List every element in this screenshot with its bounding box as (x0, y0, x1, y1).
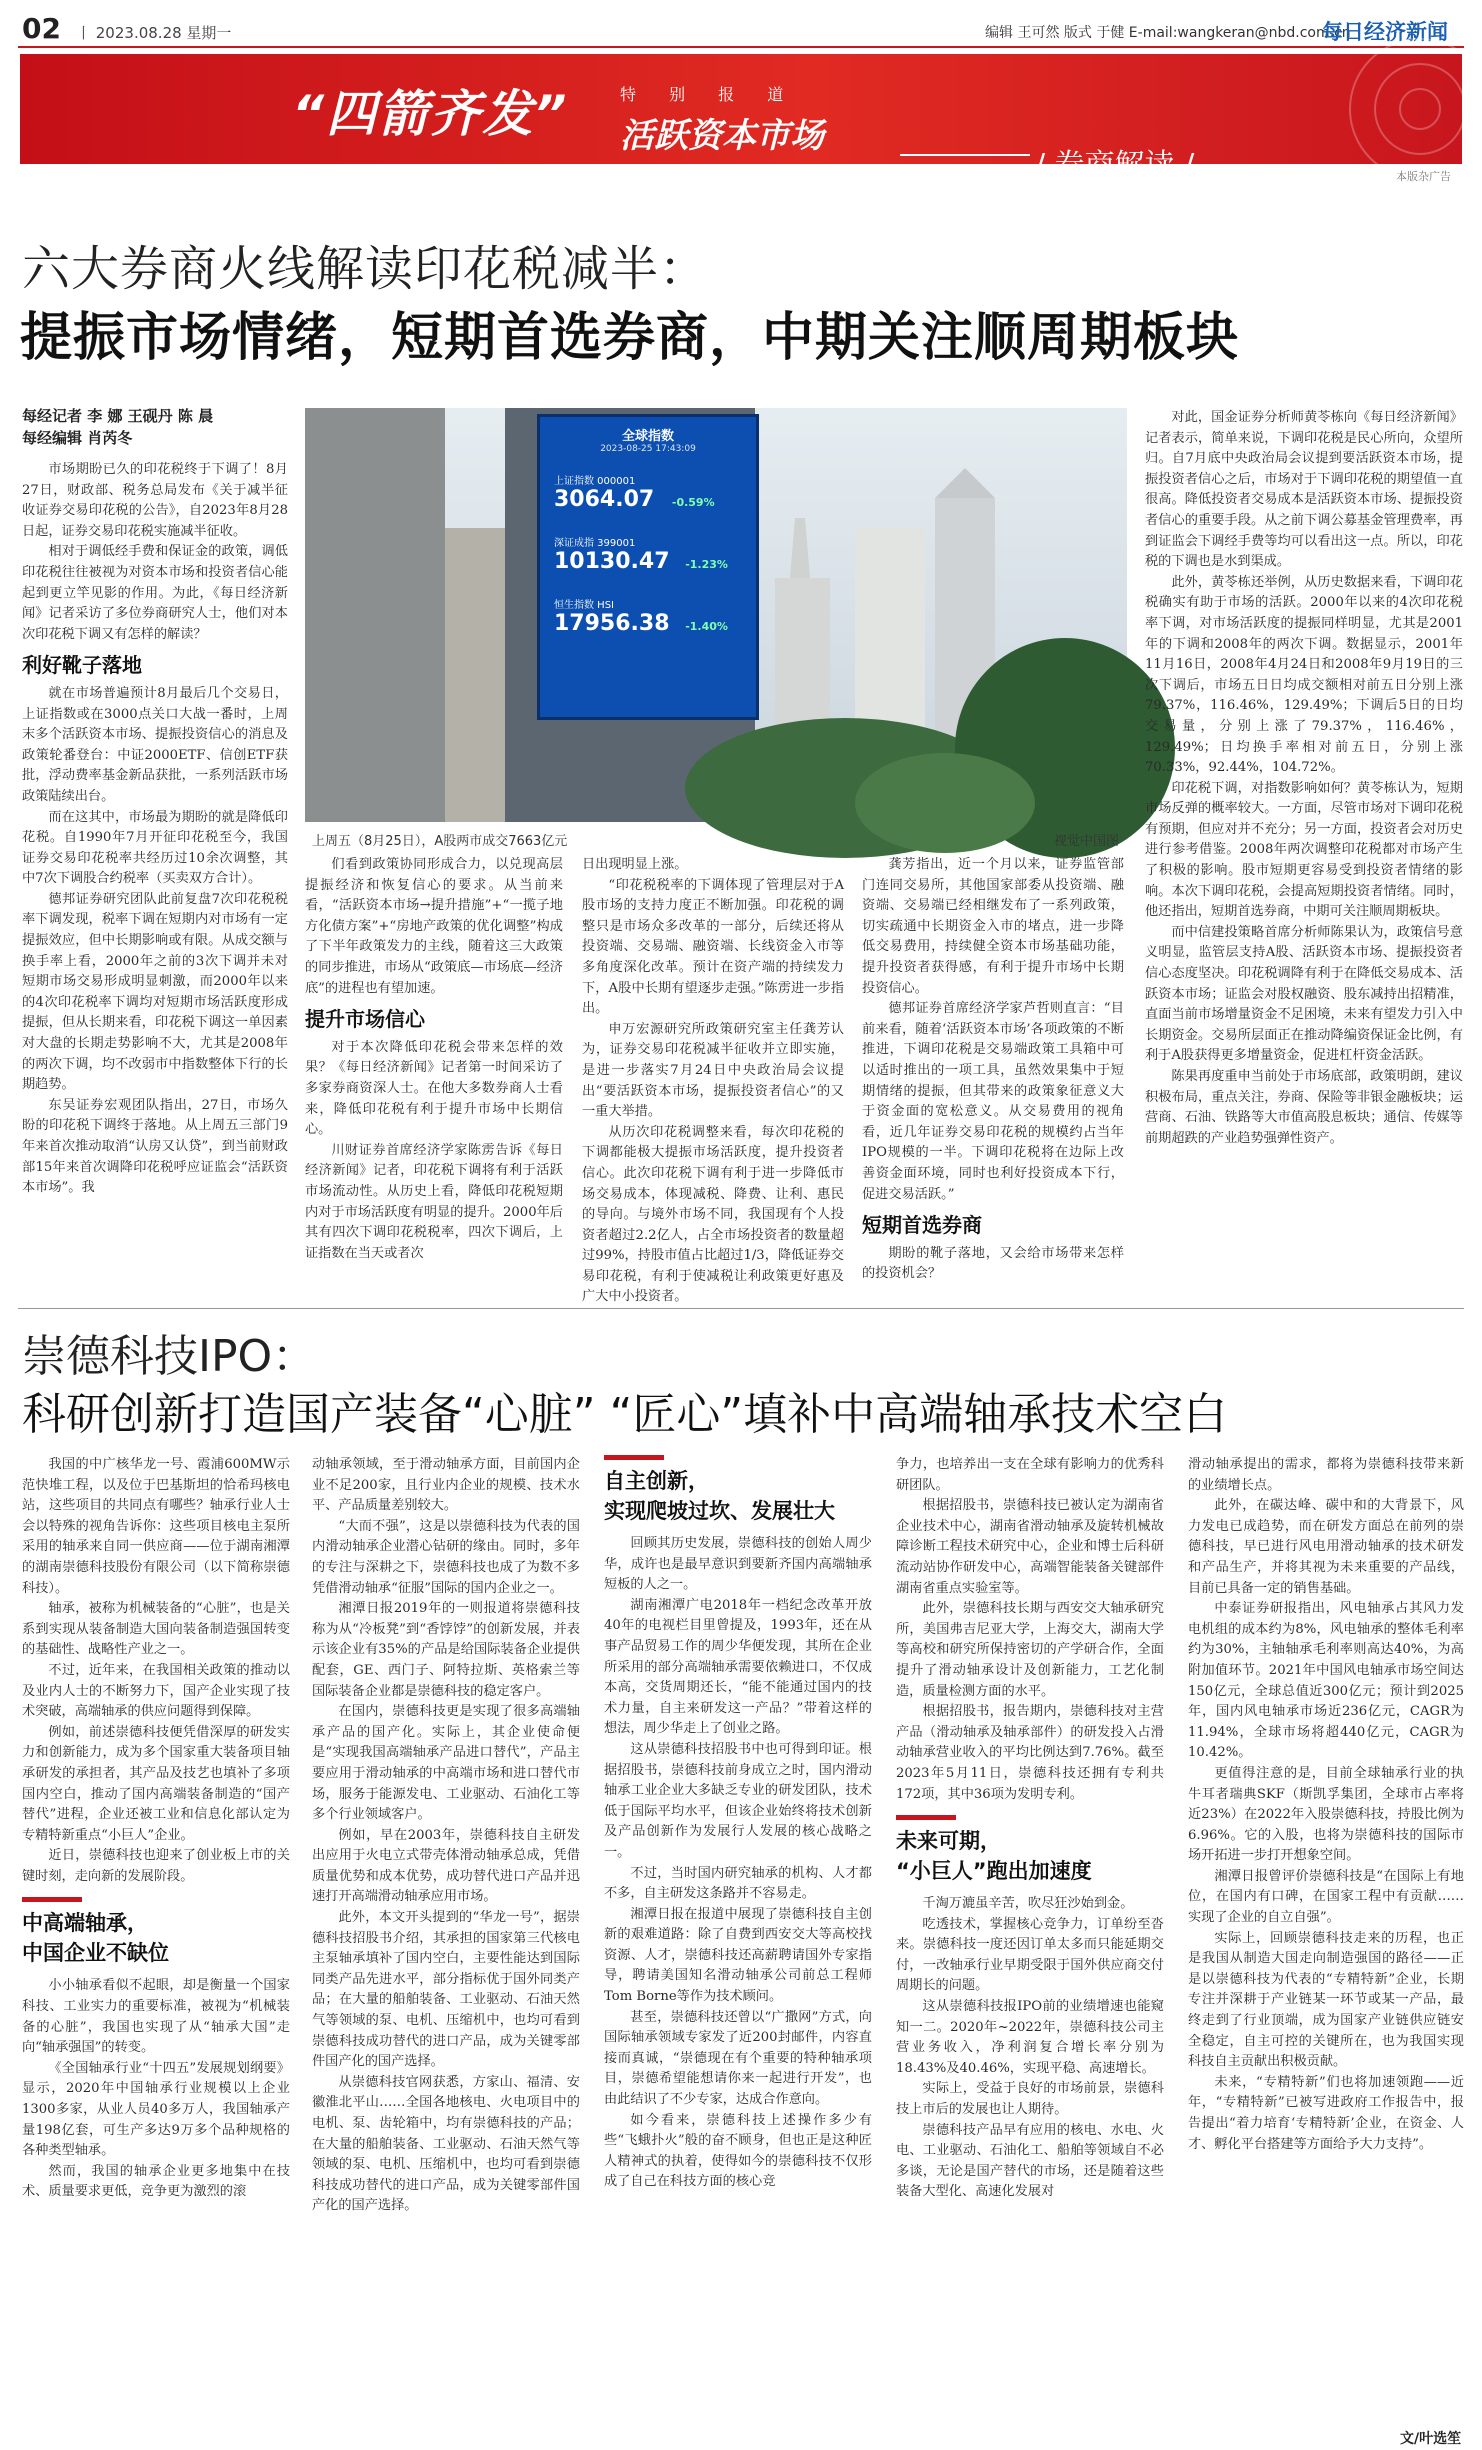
paragraph: 期盼的靴子落地，又会给市场带来怎样的投资机会？ (862, 1245, 1124, 1282)
paragraph: 们看到政策协同形成合力，以兑现高层提振经济和恢复信心的要求。从当前来看，“活跃资本市场→提升措施”+“一揽子地方化债方案”+“房地产政策的优化调整”构成了下半年政策发力的主线，随着这三大政策的同步推进，市场从“政策底—市场底—经济底”的进程也有望加速。 (305, 857, 563, 996)
paragraph: 崇德科技产品早有应用的核电、水电、火电、工业驱动、石油化工、船舶等领域自不必多谈，无论是国产替代的市场，还是随着这些装备大型化、高速化发展对 (896, 2122, 1164, 2200)
ad-note: 本版杂广告 (1396, 170, 1451, 183)
paragraph: 更值得注意的是，目前全球轴承行业的执牛耳者瑞典SKF（斯凯孚集团，全球市占率将近23%）在2022年入股崇德科技，持股比例为6.96%。它的入股，也将为崇德科技的国际市场开拓进一步打开想象空间。 (1188, 1765, 1464, 1864)
paragraph: 我国的中广核华龙一号、霞浦600MW示范快堆工程，以及位于巴基斯坦的恰希玛核电站，这些项目的共同点有哪些？轴承行业人士会以特殊的视角告诉你：这些项目核电主泵所采用的轴承来自同一供应商——位于湖南湘潭的湖南崇德科技股份有限公司（以下简称崇德科技）。 (22, 1457, 290, 1596)
shanghai-skyline-photo (305, 408, 1127, 822)
paragraph: 此外，黄苓栋还举例，从历史数据来看，下调印花税确实有助于市场的活跃。2000年以来的4次印花税率下调，对市场活跃度的提振同样明显，尤其是2001年的下调和2008年的两次下调。数据显示，2001年11月16日，2008年4月24日和2008年9月19日的三次下调后，市场五日日均成交额相对前五日分别上涨79.37%，116.46%，129.49%；下调后5日的日均交易量，分别上涨了79.37%，116.46%，129.49%；日均换手率相对前五日，分别上涨70.33%，92.44%，104.72%。 (1145, 574, 1463, 776)
index-value (554, 611, 756, 636)
story1-column-1 (22, 460, 288, 1302)
story2-subhead-3: 未来可期， “小巨人”跑出加速度 (896, 1829, 1092, 1884)
index-change: -1.23% (685, 558, 728, 571)
story1-column-5 (1145, 408, 1463, 1302)
story1-column-3 (582, 855, 844, 1305)
paragraph: 小小轴承看似不起眼，却是衡量一个国家科技、工业实力的重要标准，被视为“机械装备的心脏”，我国也实现了从“轴承大国”走向“轴承强国”的转变。 (22, 1978, 290, 2056)
index-value (554, 487, 756, 512)
paragraph: 如今看来，崇德科技上述操作多少有些“飞蛾扑火”般的奋不顾身，但也正是这种匠人精神式的执着，使得如今的崇德科技不仅形成了自己在科技方面的核心竞 (604, 2112, 872, 2190)
banner-main-title: “四箭齐发” (292, 85, 569, 143)
paragraph: 回顾其历史发展，崇德科技的创始人周少华，成许也是最早意识到要新齐国内高端轴承短板的人之一。 (604, 1536, 872, 1593)
story1-column-4 (862, 855, 1124, 1302)
paragraph: 市场期盼已久的印花税终于下调了！8月27日，财政部、税务总局发布《关于减半征收证券交易印花税的公告》，自2023年8月28日起，证券交易印花税实施减半征收。 (22, 462, 288, 539)
paragraph: 德邦证券首席经济学家芦哲则直言：“目前来看，随着‘活跃资本市场’各项政策的不断推进，下调印花税是交易端政策工具箱中可以适时推出的一项工具，虽然效果集中于短期情绪的提振，但其带来的政策象征意义大于资金面的宽松意义。从交易费用的视角看，近几年证券交易印花税的规模约占当年IPO规模的一半。下调印花税将在边际上改善资金面环境，同时也利好投资成本下行，促进交易活跃。” (862, 1001, 1124, 1202)
index-value-number: 3064.07 (554, 487, 655, 512)
story2-column-1 (22, 1455, 290, 2445)
paragraph: 龚芳指出，近一个月以来，证券监管部门连同交易所，其他国家部委从投资端、融资端、交易端已经相继发布了一系列政策，切实疏通中长期资金入市的堵点，进一步降低交易费用，持续健全资本市场基础功能，提升投资者获得感，有利于提升市场中长期投资信心。 (862, 857, 1124, 996)
index-change: -0.59% (671, 496, 715, 509)
paragraph: 就在市场普遍预计8月最后几个交易日，上证指数或在3000点关口大战一番时，上周末多个活跃资本市场、提振投资信心的消息及政策轮番登台：中证2000ETF、信创ETF获批，浮动费率基金新品获批，一系列活跃市场政策陆续出台。 (22, 685, 288, 804)
paragraph: 湘潭日报曾评价崇德科技是“在国际上有地位，在国内有口碑，在国家工程中有贡献……实现了企业的自立自强”。 (1188, 1868, 1464, 1926)
story1-subhead-1: 利好靴子落地 (22, 653, 142, 678)
paragraph: 川财证券首席经济学家陈雳告诉《每日经济新闻》记者，印花税下调将有利于活跃市场流动性。从历史上看，降低印花税短期内对于市场活跃度有明显的提升。2000年后其有四次下调印花税税率，四次下调后，上证指数在当天或者次 (305, 1142, 563, 1261)
banner-subtitle: 活跃资本市场 (620, 116, 824, 156)
paragraph: 近日，崇德科技也迎来了创业板上市的关键时刻，走向新的发展阶段。 (22, 1848, 290, 1884)
paragraph: 湘潭日报在报道中展现了崇德科技自主创新的艰难道路：除了自费到西安交大等高校找资源、人才，崇德科技还高薪聘请国外专家指导，聘请美国知名滑动轴承公司前总工程师Tom Borne等作为技术顾问。 (604, 1906, 872, 2005)
paragraph: 然而，我国的轴承企业更多地集中在技术、质量要求更低，竞争更为激烈的滚 (22, 2163, 290, 2200)
paragraph: 甚至，崇德科技还曾以“广撒网”方式，向国际轴承领域专家发了近200封邮件，内容直接而真诚，“崇德现在有个重要的特种轴承项目，崇德希望能想请你来一起进行开发”，也由此结识了不少专家，达成合作意向。 (604, 2009, 872, 2108)
story1-kicker: 六大券商火线解读印花税减半： (22, 241, 709, 297)
paragraph: 这从崇德科技招股书中也可得到印证。根据招股书，崇德科技前身成立之时，国内滑动轴承工业企业大多缺乏专业的研发团队，技术低于国际平均水平，但该企业始终将技术创新及产品创新作为发展行人发展的核心战略之一。 (604, 1741, 872, 1860)
banner-tagline: 特 别 报 道 (620, 85, 798, 104)
subhead-accent-bar (604, 1455, 664, 1460)
editor-line: 编辑 王可然 版式 于健 E-mail:wangkeran@nbd.com.cn (985, 25, 1351, 41)
paragraph: 例如，早在2003年，崇德科技自主研发出应用于火电立式带壳体滑动轴承总成，凭借质量优势和成本优势，成功替代进口产品并迅速打开高端滑动轴承应用市场。 (312, 1827, 580, 1905)
story1-headline: 提振市场情绪，短期首选券商，中期关注顺周期板块 (20, 308, 1240, 368)
banner-pattern-decoration (1220, 54, 1480, 164)
index-value-number: 10130.47 (554, 549, 670, 574)
paragraph: 从历次印花税调整来看，每次印花税的下调都能极大提振市场活跃度，提升投资者信心。此次印花税下调有利于进一步降低市场交易成本，体现减税、降费、让利、惠民的导向。与境外市场不同，我国现有个人投资者超过2.2亿人，占全市场投资者的数量超过99%，持股市值占比超过1/3，降低证券交易印花税，有利于使减税让利政策更好惠及广大中小投资者。 (582, 1124, 844, 1305)
paragraph: 从崇德科技官网获悉，方家山、福清、安徽淮北平山……全国各地核电、火电项目中的电机、泵、齿轮箱中，均有崇德科技的产品；在大量的船舶装备、工业驱动、石油天然气等领域的泵、电机、压缩机中，也均可看到崇德科技成功替代的进口产品，成为关键零部件国产化的国产选择。 (312, 2074, 580, 2214)
paragraph: 中泰证券研报指出，风电轴承占其风力发电机组的成本约为8%，风电轴承的整体毛利率约为30%，主轴轴承毛利率则高达40%，为高附加值环节。2021年中国风电轴承市场空间达150亿元，全球总值近300亿元；预计到2025年，国内风电轴承市场近236亿元，CAGR为11.94%，全球市场将超440亿元，CAGR为10.42%。 (1188, 1601, 1464, 1761)
paragraph: 湘潭日报2019年的一则报道将崇德科技称为从“冷板凳”到“香饽饽”的创新发展，并表示该企业有35%的产品是给国际装备企业提供配套，GE、西门子、阿特拉斯、英格索兰等国际装备企业都是崇德科技的稳定客户。 (312, 1601, 580, 1699)
subhead-accent-bar (896, 1815, 956, 1820)
paragraph: 未来，“专精特新”们也将加速领跑——近年，“专精特新”已被写进政府工作报告中，报告提出“着力培育‘专精特新’企业，在资金、人才、孵化平台搭建等方面给予大力支持”。 (1188, 2074, 1464, 2152)
paragraph: 不过，近年来，在我国相关政策的推动以及业内人士的不断努力下，国产企业实现了技术突破，高端轴承的供应问题得到保障。 (22, 1662, 290, 1720)
screen-date: 2023-08-25 17:43:09 (600, 444, 696, 454)
paragraph: 不过，当时国内研究轴承的机构、人才都不多，自主研发这条路并不容易走。 (604, 1865, 872, 1902)
paragraph: 实际上，回顾崇德科技走来的历程，也正是我国从制造大国走向制造强国的路径——正是以崇德科技为代表的“专精特新”企业，长期专注并深耕于产业链某一环节或某一产品，最终走到了行业顶端，成为国家产业链供应链安全稳定，自主可控的关键所在，也为我国实现科技自主贡献出积极贡献。 (1188, 1930, 1464, 2070)
story2-author-credit: 文/叶选笙 (1400, 2431, 1462, 2447)
story2-column-4 (896, 1455, 1164, 2445)
paragraph: 东吴证券宏观团队指出，27日，市场久盼的印花税下调终于落地。从上周五三部门9年来首次推动取消“认房又认贷”，到当前财政部15年来首次调降印花税呼应证监会“活跃资本市场”。我 (22, 1097, 288, 1196)
index-value-number: 17956.38 (554, 611, 670, 636)
paragraph: 例如，前述崇德科技便凭借深厚的研发实力和创新能力，成为多个国家重大装备项目轴承研发的承担者，其产品及技艺也填补了多项国内空白，推动了国内高端装备制造的“国产替代”进程，企业还被工业和信息化部认定为专精特新重点“小巨人”企业。 (22, 1724, 290, 1843)
editor-credit: 每经编辑 肖芮冬 (22, 429, 133, 447)
newspaper-brand: 每日经济新闻 (1322, 20, 1448, 44)
banner-section-label: / 券商解读 / (1035, 148, 1195, 183)
story1-subhead-2: 提升市场信心 (305, 1007, 425, 1032)
subhead-accent-bar (22, 1897, 82, 1902)
index-value (554, 549, 756, 574)
paragraph: 《全国轴承行业“十四五”发展规划纲要》显示，2020年中国轴承行业规模以上企业1300多家，从业人员40多万人，我国轴承产量198亿套，可生产多达9万多个品种规格的各种类型轴承。 (22, 2060, 290, 2159)
story2-headline: 科研创新打造国产装备“心脏” “匠心”填补中高端轴承技术空白 (22, 1389, 1228, 1440)
paragraph: 相对于调低经手费和保证金的政策，调低印花税往往被视为对资本市场和投资者信心能起到更立竿见影的作用。为此，《每日经济新闻》记者采访了多位券商研究人士，他们对本次印花税下调又有怎样的解读？ (22, 544, 288, 642)
paragraph: 对此，国金证券分析师黄苓栋向《每日经济新闻》记者表示，简单来说，下调印花税是民心所向，众望所归。自7月底中央政治局会议提到要活跃资本市场，提振投资者信心之后，市场对于下调印花税的期望值一直很高。降低投资者交易成本是活跃资本市场、提振投资者信心的重要手段。从之前下调公募基金管理费率，再到证监会下调经手费等均可以看出这一点。所以，印花税的下调也是水到渠成。 (1145, 410, 1463, 570)
story2-subhead-2: 自主创新， 实现爬坡过坎、发展壮大 (604, 1469, 835, 1523)
paragraph: 争力，也培养出一支在全球有影响力的优秀科研团队。 (896, 1457, 1164, 1493)
photo-credit: 视觉中国图 (1054, 834, 1120, 849)
paragraph: 陈果再度重申当前处于市场底部，政策明朗，建议积极布局，重点关注，券商、保险等非银金融板块；运营商、石油、铁路等大市值高股息板块；通信、传媒等前期超跌的产业趋势强弹性资产。 (1145, 1069, 1463, 1146)
story2-subhead-1: 中高端轴承， 中国企业不缺位 (22, 1911, 169, 1966)
screen-title: 全球指数 (621, 429, 674, 444)
paragraph: 此外，崇德科技长期与西安交大轴承研究所，美国弗吉尼亚大学，上海交大，湖南大学等高校和研究所保持密切的产学研合作，全面提升了滑动轴承设计及创新能力，工艺化制造，质量检测方面的水平。 (896, 1601, 1164, 1699)
story2-column-5 (1188, 1455, 1464, 2425)
index-name: 上证指数 000001 (554, 476, 636, 487)
story2-column-2 (312, 1455, 580, 2445)
paragraph: 日出现明显上涨。 (582, 857, 688, 872)
story1-subhead-3: 短期首选券商 (862, 1213, 982, 1238)
header-rule (18, 46, 1464, 48)
paragraph: 轴承，被称为机械装备的“心脏”，也是关系到实现从装备制造大国向装备制造强国转变的基础性、战略性产业之一。 (22, 1601, 290, 1658)
paragraph: “印花税税率的下调体现了管理层对于A股市场的支持力度正不断加强。印花税的调整只是市场众多改革的一部分，后续还将从投资端、交易端、融资端、长线资金入市等多角度深化改革。预计在资产端的持续发力下，A股中长期有望逐步走强。”陈雳进一步指出。 (582, 877, 844, 1017)
paragraph: 印花税下调，对指数影响如何？黄苓栋认为，短期市场反弹的概率较大。一方面，尽管市场对下调印花税有预期，但应对并不充分；另一方面，投资者会对历史进行参考借鉴。2008年两次调整印花税都对市场产生了积极的影响。股市短期更容易受到投资者情绪的影响。本次下调印花税，会提高短期投资者情绪。同时，他还指出，短期首选券商，中期可关注顺周期板块。 (1145, 780, 1463, 920)
photo-caption: 上周五（8月25日），A股两市成交7663亿元 (312, 834, 568, 849)
paragraph: 而在这其中，市场最为期盼的就是降低印花税。自1990年7月开征印花税至今，我国证券交易印花税率共经历过10余次调整，其中7次下调股合约税率（买卖双方合计）。 (22, 809, 288, 887)
page-number: 02 (22, 12, 61, 45)
banner-divider (900, 154, 1030, 156)
index-screen (537, 414, 759, 720)
story2-column-3 (604, 1455, 872, 2445)
paragraph: 这从崇德科技报IPO前的业绩增速也能窥知一二。2020年~2022年，崇德科技公司主营业务收入，净利润复合增长率分别为18.43%及40.46%，实现平稳、高速增长。 (896, 1999, 1164, 2076)
paragraph: 动轴承领域，至于滑动轴承方面，目前国内企业不足200家，且行业内企业的规模、技术水平、产品质量差别较大。 (312, 1457, 580, 1514)
story1-byline (22, 405, 292, 449)
paragraph: 滑动轴承提出的需求，都将为崇德科技带来新的业绩增长点。 (1188, 1457, 1464, 1493)
paragraph: 根据招股书，报告期内，崇德科技对主营产品（滑动轴承及轴承部件）的研发投入占滑动轴承营业收入的平均比例达到7.76%。截至2023年5月11日，崇德科技还拥有专利共172项，其中36项为发明专利。 (896, 1704, 1164, 1802)
index-name: 恒生指数 HSI (554, 600, 614, 611)
paragraph: 千淘万漉虽辛苦，吹尽狂沙始到金。 (922, 1896, 1134, 1912)
paragraph: 湖南湘潭广电2018年一档纪念改革开放40年的电视栏目里曾提及，1993年，还在从事产品贸易工作的周少华便发现，其所在企业所采用的部分高端轴承需要依赖进口，不仅成本高，交货周期还长，“能不能通过国内的技术力量，自主来研发这一产品？”带着这样的想法，周少华走上了创业之路。 (604, 1597, 872, 1737)
story-separator (18, 1308, 1464, 1309)
index-name: 深证成指 399001 (554, 538, 636, 549)
paragraph: 在国内，崇德科技更是实现了很多高端轴承产品的国产化。实际上，其企业使命便是“实现我国高端轴承产品进口替代”，产品主要应用于滑动轴承的中高端市场和进口替代市场，服务于能源发电、工业驱动、石油化工等多个行业领域客户。 (312, 1704, 580, 1823)
issue-date: 丨 2023.08.28 星期一 (76, 24, 232, 42)
paragraph: 申万宏源研究所政策研究室主任龚芳认为，证券交易印花税减半征收并立即实施，是进一步落实7月24日中央政治局会议提出“要活跃资本市场，提振投资者信心”的又一重大举措。 (582, 1021, 844, 1120)
paragraph: 吃透技术，掌握核心竞争力，订单纷至沓来。崇德科技一度还因订单太多而只能延期交付，一改轴承行业早期受限于国外供应商交付周期长的问题。 (896, 1916, 1164, 1994)
paragraph: 德邦证券研究团队此前复盘7次印花税税率下调发现，税率下调在短期内对市场有一定提振效应，但中长期影响或有限。从成交额与换手率上看，2000年之前的3次下调并未对短期市场交易形成明显刺激，而2000年以来的4次印花税率下调均对短期市场活跃度形成提振，但从长期来看，印花税下调这一单因素对大盘的长期走势影响不大，尤其是2008年的两次下调，均不改弱市中指数整体下行的长期趋势。 (22, 891, 288, 1093)
story1-column-2 (305, 855, 563, 1302)
paragraph: 此外，在碳达峰、碳中和的大背景下，风力发电已成趋势，而在研发方面总在前列的崇德科技，早已进行风电用滑动轴承的技术研发和产品生产，并将其视为未来重要的产品线，目前已具备一定的销售基础。 (1188, 1498, 1464, 1596)
paragraph: 实际上，受益于良好的市场前景，崇德科技上市后的发展也让人期待。 (896, 2081, 1164, 2118)
index-change: -1.40% (685, 620, 728, 633)
paragraph: 对于本次降低印花税会带来怎样的效果？《每日经济新闻》记者第一时间采访了多家券商资深人士。在他大多数券商人士看来，降低印花税有利于提升市场中长期信心。 (305, 1039, 563, 1138)
paragraph: 此外，本文开头提到的“华龙一号”，据崇德科技招股书介绍，其承担的国家第三代核电主泵轴承填补了国内空白，主要性能达到国际同类产品先进水平，部分指标优于国外同类产品；在大量的船舶装备、工业驱动、石油天然气等领域的泵、电机、压缩机中，也均可看到崇德科技成功替代的进口产品，成为关键零部件国产化的国产选择。 (312, 1910, 580, 2070)
paragraph: “大而不强”，这是以崇德科技为代表的国内滑动轴承企业潜心钻研的缘由。同时，多年的专注与深耕之下，崇德科技也成了为数不多凭借滑动轴承“征服”国际的国内企业之一。 (312, 1518, 580, 1596)
paragraph: 根据招股书，崇德科技已被认定为湖南省企业技术中心，湖南省滑动轴承及旋转机械故障诊断工程技术研究中心，企业和博士后科研流动站协作研发中心，高端智能装备关键部件湖南省重点实验室等。 (896, 1498, 1164, 1596)
story2-kicker: 崇德科技IPO： (22, 1331, 317, 1382)
reporter-line: 每经记者 李 娜 王砚丹 陈 晨 (22, 407, 214, 425)
paragraph: 而中信建投策略首席分析师陈果认为，政策信号意义明显，监管层支持A股、活跃资本市场、提振投资者信心态度坚决。印花税调降有利于在降低交易成本、活跃资本市场；证监会对股权融资、股东减持出招精准，直面当前市场增量资金不足困境，未来有望发力引入中长期资金。交易所层面正在推动降编资保证金比例，有利于A股获得更多增量资金，促进杠杆资金活跃。 (1145, 924, 1463, 1064)
